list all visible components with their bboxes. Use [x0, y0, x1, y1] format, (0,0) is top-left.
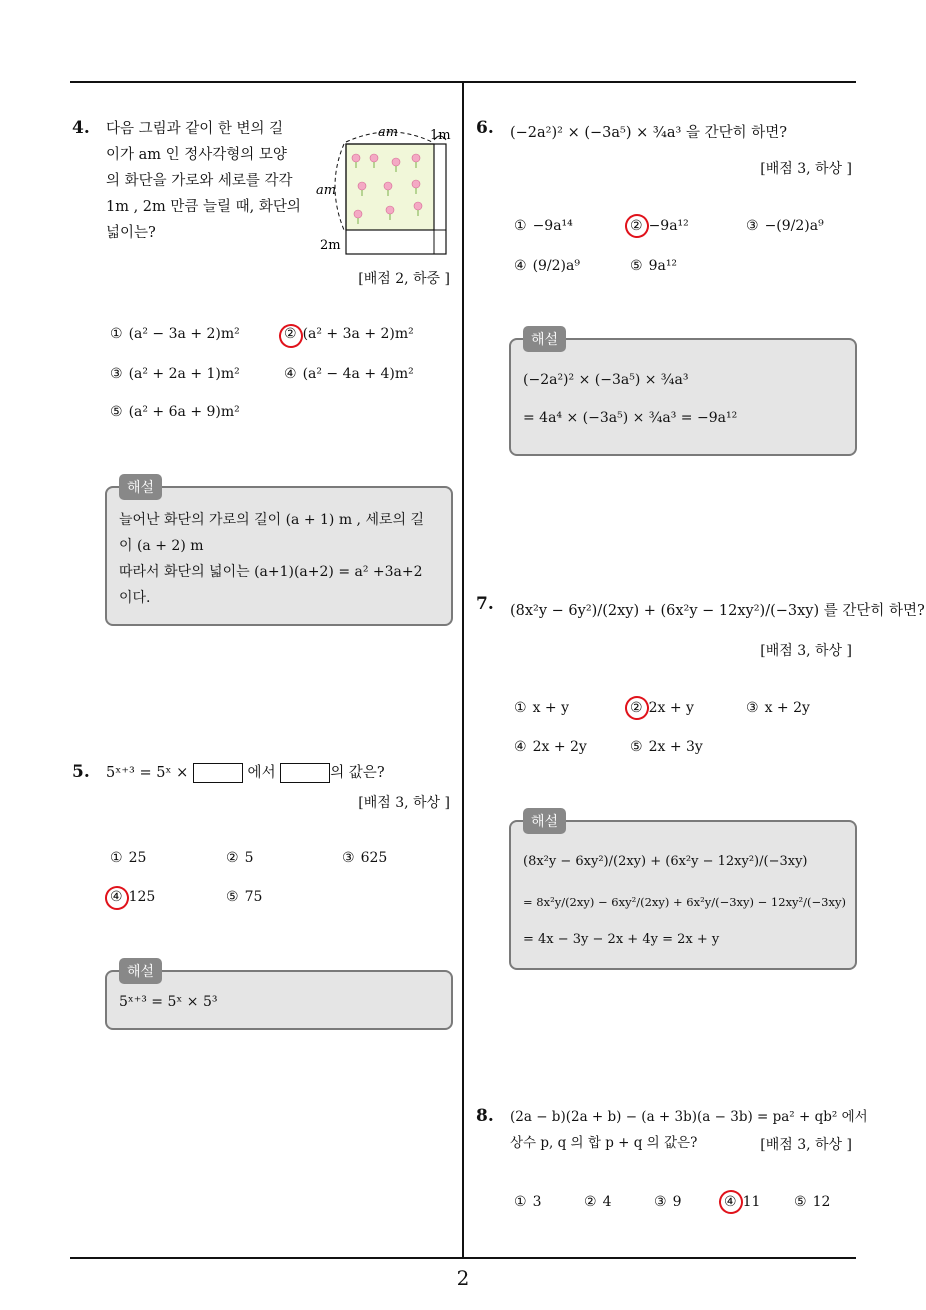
choice-2[interactable]: ② −9a¹²: [630, 218, 689, 234]
answer-mark: [716, 1187, 747, 1218]
solution-label: 해설: [119, 474, 162, 500]
score: [배점 2, 하중 ]: [358, 271, 450, 287]
choice-3[interactable]: ③ −(9/2)a⁹: [746, 218, 824, 234]
solution-box: 해설 늘어난 화단의 가로의 길이 (a + 1) m , 세로의 길 이 (a + 2) m 따라서 화단의 넓이는 (a+1)(a+2) = a² +3a+2 이다.: [105, 486, 453, 626]
label-right: 1m: [430, 128, 451, 143]
answer-mark: [102, 883, 133, 914]
choice-2[interactable]: ② 2x + y: [630, 700, 694, 716]
score: [배점 3, 하상 ]: [760, 643, 852, 659]
choice-1[interactable]: ① 3: [514, 1194, 542, 1210]
bottom-rule: [70, 1257, 856, 1259]
score: [배점 3, 하상 ]: [358, 795, 450, 811]
question-number: 5.: [72, 762, 90, 782]
question-text: (2a − b)(2a + b) − (a + 3b)(a − 3b) = pa² + qb² 에서 상수 p, q 의 합 p + q 의 값은?: [510, 1109, 868, 1151]
question-text: 5ˣ⁺³ = 5ˣ × 에서 의 값은?: [106, 765, 385, 781]
choice-5[interactable]: ⑤ 9a¹²: [630, 258, 678, 274]
choice-5[interactable]: ⑤ 2x + 3y: [630, 739, 703, 755]
solution-box: 해설 (−2a²)² × (−3a⁵) × ¾a³ = 4a⁴ × (−3a⁵) × ¾a³ = −9a¹²: [509, 338, 857, 456]
choice-1[interactable]: ① −9a¹⁴: [514, 218, 573, 234]
choice-2[interactable]: ② 5: [226, 850, 254, 866]
choice-5[interactable]: ⑤ (a² + 6a + 9)m²: [110, 404, 240, 420]
choice-4[interactable]: ④ 125: [110, 889, 156, 905]
question-number: 6.: [476, 118, 494, 138]
column-divider: [462, 82, 464, 1259]
solution-box: 해설 (8x²y − 6xy²)/(2xy) + (6x²y − 12xy²)/(−3xy) = 8x²y/(2xy) − 6xy²/(2xy) + 6x²y/(−3xy) − 12xy²/(−3xy) = 4x − 3y − 2x + 4y = 2x + y: [509, 820, 857, 970]
choice-4[interactable]: ④ 2x + 2y: [514, 739, 587, 755]
choice-3[interactable]: ③ 9: [654, 1194, 682, 1210]
answer-blank: [280, 763, 330, 783]
label-top: am: [378, 125, 399, 140]
choice-2[interactable]: ② (a² + 3a + 2)m²: [284, 326, 414, 342]
question-text: (−2a²)² × (−3a⁵) × ¾a³ 을 간단히 하면?: [510, 125, 787, 141]
choice-3[interactable]: ③ x + 2y: [746, 700, 810, 716]
question-text: 다음 그림과 같이 한 변의 길 이가 am 인 정사각형의 모양 의 화단을 가로와 세로를 각각 1m , 2m 만큼 늘릴 때, 화단의 넓이는?: [106, 121, 301, 241]
score: [배점 3, 하상 ]: [760, 1137, 852, 1153]
answer-blank: [193, 763, 243, 783]
garden-figure: [312, 118, 456, 260]
page-number: 2: [456, 1266, 470, 1290]
choice-2[interactable]: ② 4: [584, 1194, 612, 1210]
question-number: 8.: [476, 1106, 494, 1126]
choice-4[interactable]: ④ (9/2)a⁹: [514, 258, 580, 274]
choice-3[interactable]: ③ 625: [342, 850, 388, 866]
question-text: (8x²y − 6y²)/(2xy) + (6x²y − 12xy²)/(−3xy) 를 간단히 하면?: [510, 603, 925, 619]
answer-mark: [622, 211, 653, 242]
solution-label: 해설: [119, 958, 162, 984]
solution-label: 해설: [523, 808, 566, 834]
label-bottom: 2m: [320, 238, 341, 253]
choice-1[interactable]: ① 25: [110, 850, 147, 866]
choice-1[interactable]: ① (a² − 3a + 2)m²: [110, 326, 240, 342]
question-number: 7.: [476, 594, 494, 614]
choice-4[interactable]: ④ (a² − 4a + 4)m²: [284, 366, 414, 382]
choice-5[interactable]: ⑤ 12: [794, 1194, 831, 1210]
choice-4[interactable]: ④ 11: [724, 1194, 761, 1210]
question-number: 4.: [72, 118, 90, 138]
choice-5[interactable]: ⑤ 75: [226, 889, 263, 905]
score: [배점 3, 하상 ]: [760, 161, 852, 177]
answer-mark: [622, 693, 653, 724]
solution-box: 해설 5ˣ⁺³ = 5ˣ × 5³: [105, 970, 453, 1030]
solution-label: 해설: [523, 326, 566, 352]
label-left: am: [316, 183, 337, 198]
choice-1[interactable]: ① x + y: [514, 700, 569, 716]
choice-3[interactable]: ③ (a² + 2a + 1)m²: [110, 366, 240, 382]
